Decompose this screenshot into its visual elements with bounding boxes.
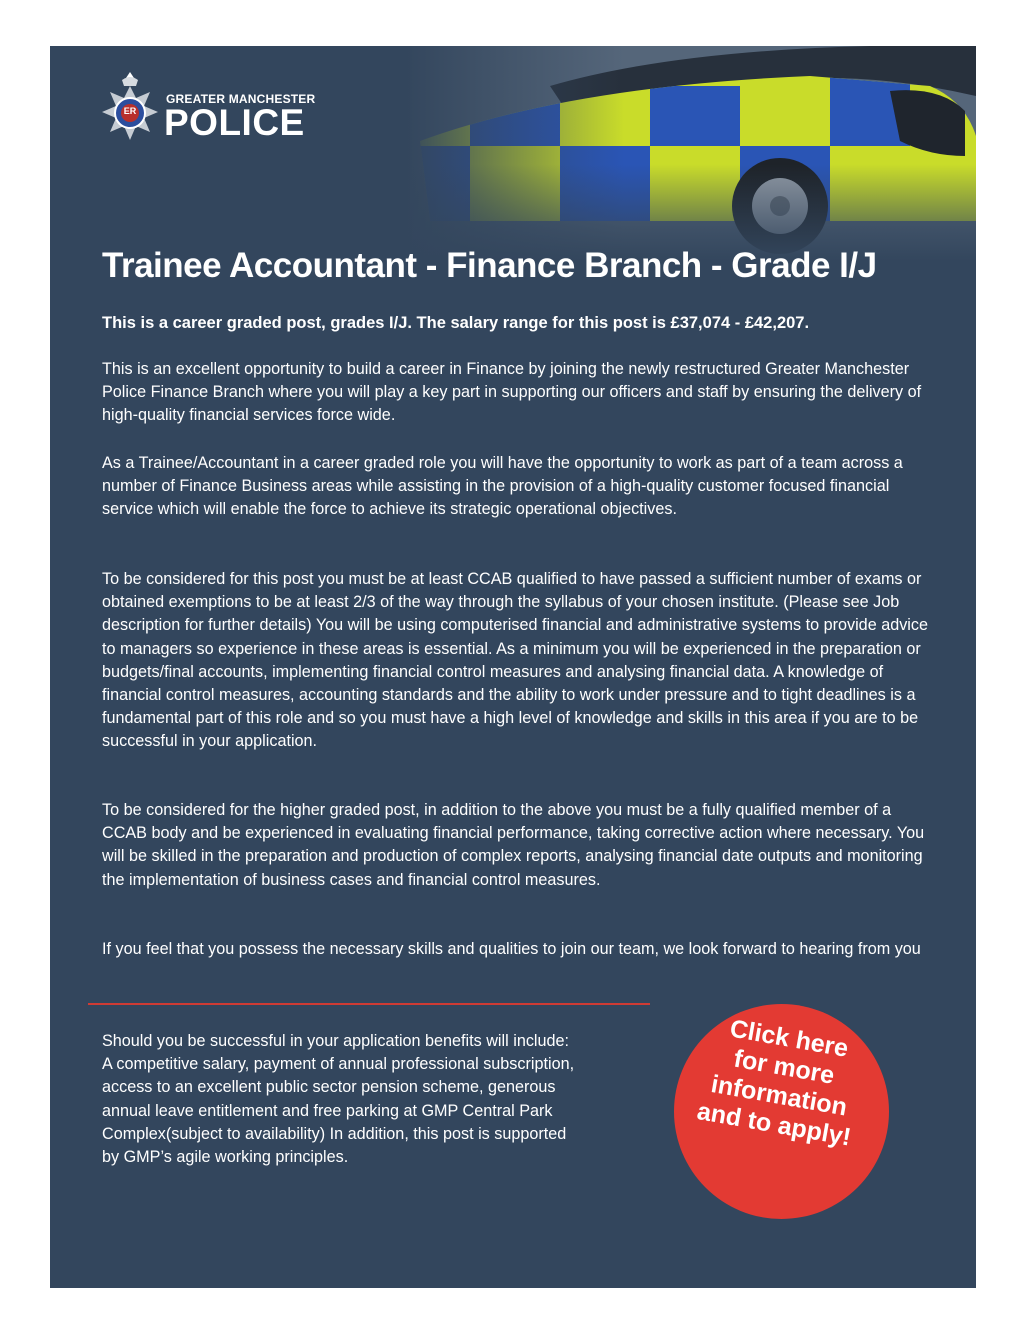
higher-grade-paragraph: To be considered for the higher graded post, in addition to the above you must be a fully qualified member of a CCAB body and be experienced in evaluating financial performance, taking corrective action where necessary. You will be skilled in the preparation and production of complex reports, analysing financial date outputs and monitoring the implementation of business cases and financial control measures. (102, 801, 925, 889)
benefits-text: Should you be successful in your application benefits will include: A competitive salary, payment of annual professional subscription, access to an excellent public sector pension scheme, generous annual leave entitlement and free parking at GMP Central Park Complex(subject to availability) In addition, this post is supported by GMP’s agile working principles. (102, 1032, 575, 1167)
gmp-logo (100, 70, 330, 150)
logo-police-text: POLICE (164, 102, 305, 143)
salary-subtitle: This is a career graded post, grades I/J. The salary range for this post is £37,074 - £42,207. (102, 314, 810, 332)
hero-banner (50, 46, 976, 261)
section-divider (88, 1003, 650, 1005)
logo-region-text: GREATER MANCHESTER (166, 92, 316, 106)
closing-paragraph: If you feel that you possess the necessary skills and qualities to join our team, we look forward to hearing from you (102, 940, 921, 958)
intro-paragraph: This is an excellent opportunity to build a career in Finance by joining the newly restructured Greater Manchester Police Finance Branch where you will play a key part in supporting our officers and staff by ensuring the delivery of high-quality financial services force wide. (102, 360, 922, 425)
apply-button-label: Click here for more information and to apply! (695, 1014, 854, 1152)
apply-button[interactable] (674, 1004, 889, 1219)
poster-panel (50, 46, 976, 1288)
role-paragraph: As a Trainee/Accountant in a career graded role you will have the opportunity to work as part of a team across a number of Finance Business areas while assisting in the provision of a high-quality customer focused financial service which will enable the force to achieve its strategic operational objectives. (102, 454, 903, 519)
requirements-paragraph: To be considered for this post you must be at least CCAB qualified to have passed a sufficient number of exams or obtained exemptions to be at least 2/3 of the way through the syllabus of your chosen institute. (Please see Job description for further details) You will be using computerised financial and administrative systems to provide advice to managers so experience in these areas is essential. As a minimum you will be experienced in the preparation or budgets/final accounts, implementing financial control measures and analysing financial data. A knowledge of financial control measures, accounting standards and the ability to work under pressure and to tight deadlines is a fundamental part of this role and so you must have a high level of knowledge and skills in this area if you are to be successful in your application. (102, 570, 928, 751)
page-title: Trainee Accountant - Finance Branch - Grade I/J (102, 246, 877, 285)
crest-letters: ER (123, 106, 137, 116)
